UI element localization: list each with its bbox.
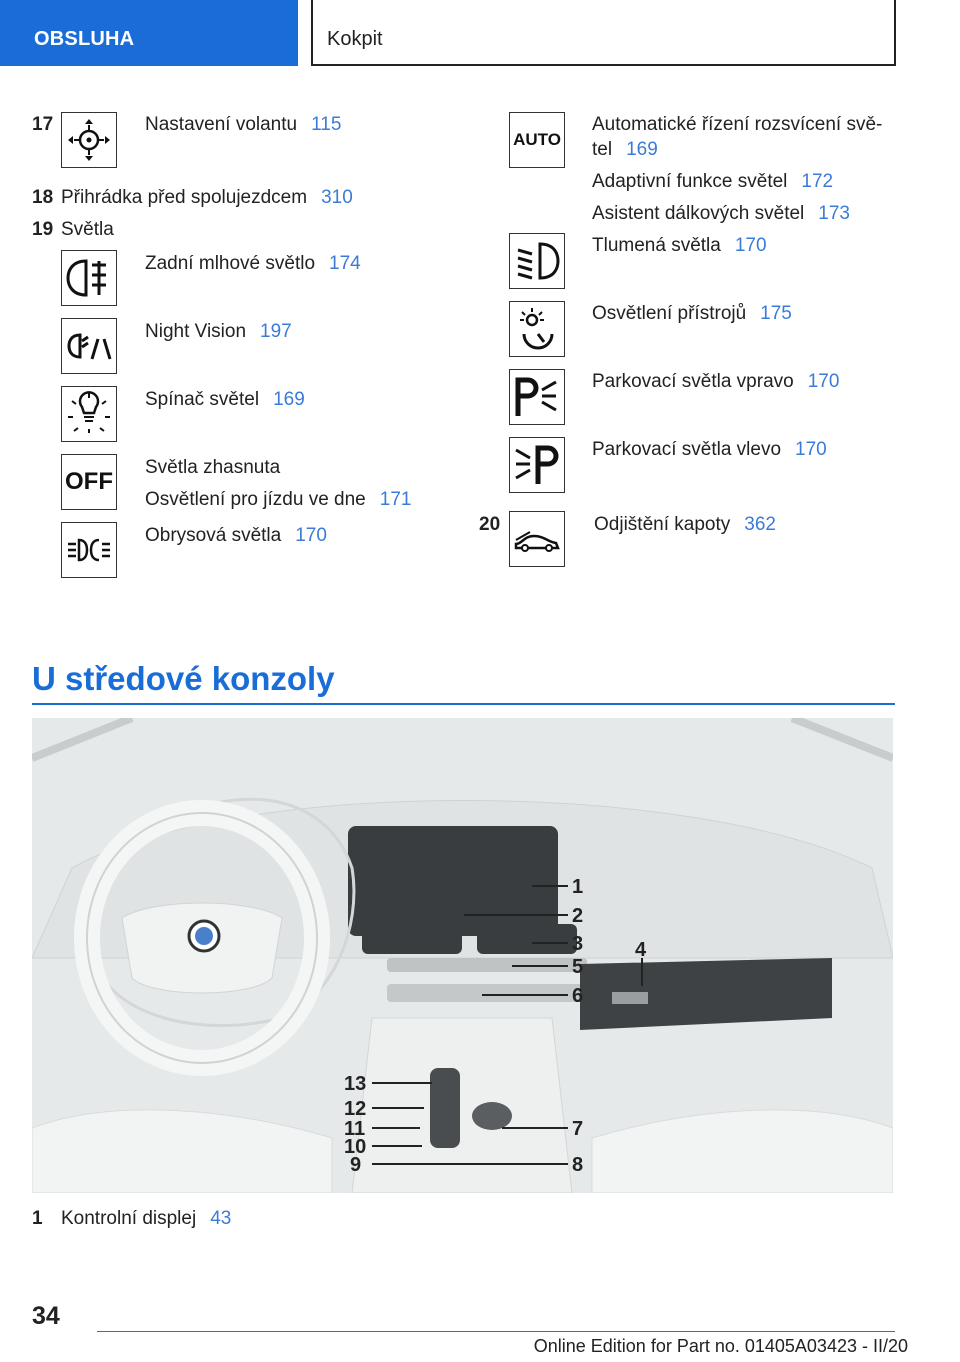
item-18-label: Přihrádka před spolujezdcem: [61, 187, 308, 208]
night-vision-page-link[interactable]: 197: [260, 321, 292, 342]
callout-5: 5: [572, 956, 584, 978]
auto-label-line2: tel: [592, 139, 613, 160]
hood-page-link[interactable]: 362: [744, 514, 776, 535]
item-17-text: [145, 113, 341, 137]
adaptive-text: [592, 170, 833, 194]
off-icon-text: OFF: [65, 468, 113, 495]
callout-6: 6: [572, 985, 584, 1007]
side-lights-text: [145, 524, 327, 548]
highbeam-label: Asistent dálkových světel: [592, 203, 805, 224]
callout-3: 3: [572, 933, 584, 955]
parking-light-right-icon: [509, 369, 565, 425]
drl-page-link[interactable]: 171: [379, 489, 412, 510]
park-right-page-link[interactable]: 170: [807, 371, 840, 392]
callout-11: 11: [344, 1118, 366, 1140]
callout-12: 12: [344, 1098, 367, 1120]
instrument-label: Osvětlení přístrojů: [592, 303, 747, 324]
callout-10: 10: [344, 1136, 367, 1158]
item-18-page-link[interactable]: 310: [321, 187, 353, 208]
steering-adjust-icon: [61, 112, 117, 168]
callout-7: 7: [572, 1118, 584, 1140]
rear-fog-light-icon: [61, 250, 117, 306]
lights-off-icon: [61, 454, 117, 510]
night-vision-label: Night Vision: [145, 321, 247, 342]
low-beam-label: Tlumená světla: [592, 235, 721, 256]
footer-text: Online Edition for Part no. 01405A03423 - II/20: [533, 1336, 908, 1356]
callout-8: 8: [572, 1154, 584, 1176]
auto-lights-icon: [509, 112, 565, 168]
callout-9: 9: [350, 1154, 362, 1176]
adaptive-page-link[interactable]: 172: [801, 171, 834, 192]
park-left-text: [592, 438, 827, 462]
side-lights-label: Obrysová světla: [145, 525, 282, 546]
side-lights-icon: [61, 522, 117, 578]
footer-divider: [97, 1331, 895, 1332]
instrument-page-link[interactable]: 175: [760, 303, 792, 324]
switch-label: Spínač světel: [145, 389, 260, 410]
section-label: OBSLUHA: [34, 28, 135, 50]
console-drawing: [32, 718, 893, 1193]
adaptive-label: Adaptivní funkce světel: [592, 171, 788, 192]
low-beam-text: [592, 234, 767, 258]
item-17-page-link[interactable]: 115: [311, 114, 342, 135]
night-vision-text: [145, 320, 292, 344]
bottom-item-page-link[interactable]: 43: [210, 1208, 232, 1229]
auto-page-link[interactable]: 169: [626, 139, 658, 160]
park-left-label: Parkovací světla vlevo: [592, 439, 782, 460]
section-tab: [0, 0, 298, 66]
parking-light-left-icon: [509, 437, 565, 493]
highbeam-page-link[interactable]: 173: [818, 203, 850, 224]
chapter-label: Kokpit: [327, 28, 383, 50]
off-label: Světla zhasnuta: [145, 457, 281, 478]
bottom-item-label: Kontrolní displej: [61, 1208, 197, 1229]
hood-text: [594, 513, 776, 537]
callout-2: 2: [572, 905, 584, 927]
item-number-18: 18: [32, 187, 54, 208]
drl-label: Osvětlení pro jízdu ve dne: [145, 489, 366, 510]
chapter-tab: [311, 0, 896, 66]
low-beam-icon: [509, 233, 565, 289]
item-number-17: 17: [32, 114, 54, 135]
instrument-text: [592, 302, 792, 326]
night-vision-icon: [61, 318, 117, 374]
section-title: U středové konzoly: [32, 660, 335, 697]
instrument-lighting-icon: [509, 301, 565, 357]
page-number: 34: [32, 1302, 60, 1330]
item-18-text: [61, 186, 353, 210]
low-beam-page-link[interactable]: 170: [734, 235, 767, 256]
auto-label-line1: Automatické řízení rozsvícení svě-: [592, 114, 883, 135]
hood-label: Odjištění kapoty: [594, 514, 731, 535]
park-right-text: [592, 370, 839, 394]
center-console-illustration: [32, 718, 893, 1193]
callout-13: 13: [344, 1073, 367, 1095]
side-lights-page-link[interactable]: 170: [295, 525, 327, 546]
fog-label: Zadní mlhové světlo: [145, 253, 316, 274]
park-left-page-link[interactable]: 170: [795, 439, 827, 460]
section-divider: [32, 703, 895, 705]
auto-text-line2: [592, 138, 658, 162]
hood-release-icon: [509, 511, 565, 567]
callout-4: 4: [635, 939, 647, 961]
drl-text: [145, 488, 411, 512]
switch-page-link[interactable]: 169: [273, 389, 305, 410]
item-19-label: Světla: [61, 219, 114, 240]
highbeam-text: [592, 202, 850, 226]
fog-text: [145, 252, 361, 276]
switch-text: [145, 388, 305, 412]
auto-icon-text: AUTO: [513, 130, 561, 149]
bottom-item-number: 1: [32, 1208, 43, 1229]
item-number-20: 20: [479, 514, 501, 535]
light-switch-icon: [61, 386, 117, 442]
fog-page-link[interactable]: 174: [329, 253, 361, 274]
item-number-19: 19: [32, 219, 54, 240]
callout-1: 1: [572, 876, 584, 898]
park-right-label: Parkovací světla vpravo: [592, 371, 794, 392]
item-17-label: Nastavení volantu: [145, 114, 298, 135]
bottom-item-text: [61, 1207, 231, 1231]
